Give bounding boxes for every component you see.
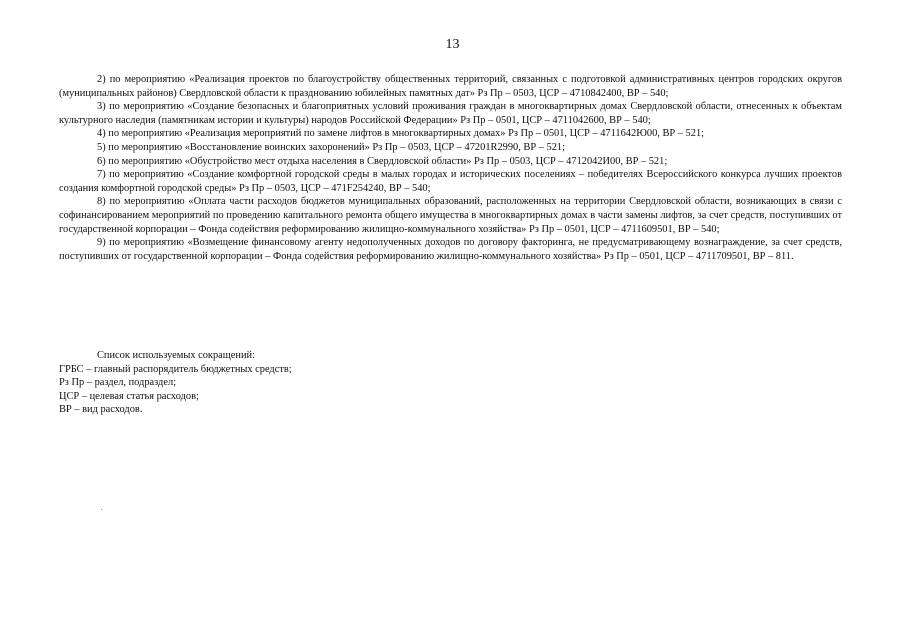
paragraph-item-2: 2) по мероприятию «Реализация проектов по благоустройству общественных территорий, связанных с подготовкой административных центров городских округов (муниципальных районов) Свердловской области к празднованию юбилейных памятных дат» Рз Пр – 0503, ЦСР – 4710842400, ВР – 540; bbox=[59, 74, 842, 99]
paragraph-item-3: 3) по мероприятию «Создание безопасных и благоприятных условий проживания граждан в многоквартирных домах Свердловской области, отнесенных к объектам культурного наследия (памятникам истории и культуры) народов Российской Федерации» Рз Пр – 0501, ЦСР – 4711042600, ВР – 540; bbox=[59, 101, 842, 126]
scan-speck bbox=[101, 509, 102, 510]
abbreviations-list bbox=[59, 349, 842, 417]
document-body bbox=[59, 73, 842, 263]
page-number: 13 bbox=[445, 37, 460, 52]
abbreviation-rzpr: Рз Пр – раздел, подраздел; bbox=[59, 377, 177, 389]
abbreviation-csr: ЦСР – целевая статья расходов; bbox=[59, 390, 199, 402]
paragraph-item-4: 4) по мероприятию «Реализация мероприятий по замене лифтов в многоквартирных домах» Рз Пр – 0501, ЦСР – 4711642Ю00, ВР – 521; bbox=[97, 128, 705, 140]
abbreviations-title: Список используемых сокращений: bbox=[97, 350, 255, 361]
abbreviation-grbs: ГРБС – главный распорядитель бюджетных средств; bbox=[59, 363, 292, 375]
abbreviation-vr: ВР – вид расходов. bbox=[59, 404, 143, 416]
paragraph-item-8: 8) по мероприятию «Оплата части расходов бюджетов муниципальных образований, расположенных на территории Свердловской области, возникающих в связи с софинансированием мероприятий по проведению капитального ремонта общего имущества в многоквартирных домах в части замены лифтов, за счет средств, поступивших от государственной корпорации – Фонда содействия реформированию жилищно-коммунального хозяйства» Рз Пр – 0501, ЦСР – 4711609501, ВР – 540; bbox=[59, 196, 842, 235]
paragraph-item-7: 7) по мероприятию «Создание комфортной городской среды в малых городах и исторических поселениях – победителях Всероссийского конкурса лучших проектов создания комфортной городской среды» Рз Пр – 0503, ЦСР – 471F254240, ВР – 540; bbox=[59, 169, 842, 194]
paragraph-item-9: 9) по мероприятию «Возмещение финансовому агенту недополученных доходов по договору факторинга, не предусматривающему вознаграждение, за счет средств, поступивших от государственной корпорации – Фонда содействия реформированию жилищно-коммунального хозяйства» Рз Пр – 0501, ЦСР – 4711709501, ВР – 811. bbox=[59, 237, 842, 262]
paragraph-item-5: 5) по мероприятию «Восстановление воинских захоронений» Рз Пр – 0503, ЦСР – 47201R2990, ВР – 521; bbox=[97, 141, 565, 153]
paragraph-item-6: 6) по мероприятию «Обустройство мест отдыха населения в Свердловской области» Рз Пр – 0503, ЦСР – 4712042И00, ВР – 521; bbox=[97, 155, 668, 167]
